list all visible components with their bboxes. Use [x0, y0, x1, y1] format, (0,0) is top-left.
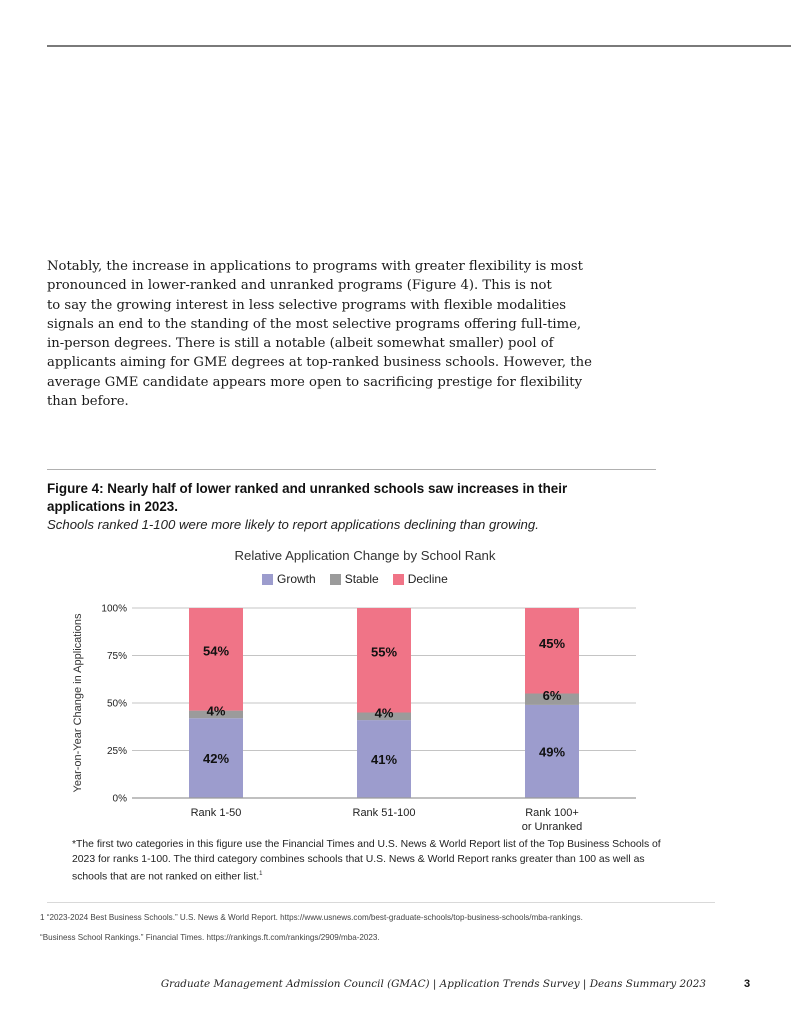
figure-title: Figure 4: Nearly half of lower ranked and unranked schools saw increases in their applications in 2023. [47, 481, 568, 514]
footnote-ft: “Business School Rankings.” Financial Times. https://rankings.ft.com/rankings/2909/mba-2023. [40, 933, 380, 942]
figure-note [72, 838, 662, 885]
legend-label-stable: Stable [344, 572, 379, 586]
x-tick-label: or Unranked [521, 821, 583, 833]
body-line: to say the growing interest in less selective programs with flexible modalities [47, 297, 567, 313]
figure-note-superscript: 1 [259, 871, 263, 877]
y-tick-label: 50% [106, 698, 127, 710]
y-tick-label: 100% [101, 603, 127, 615]
page-number: 3 [744, 978, 751, 990]
body-line: pronounced in lower-ranked and unranked programs (Figure 4). This is not [47, 278, 552, 294]
x-tick-label: Rank 100+ [525, 807, 579, 819]
bar-decline-3 [525, 608, 579, 694]
footnote-divider [47, 902, 715, 903]
bar-decline-2 [357, 608, 411, 713]
data-label-growth: 41% [370, 752, 398, 768]
body-line: than before. [47, 394, 129, 410]
data-label-decline: 45% [538, 635, 566, 651]
figure-subtitle: Schools ranked 1-100 were more likely to report applications declining than growing. [47, 517, 539, 532]
bar-decline-1 [189, 608, 243, 711]
y-tick-label: 25% [106, 746, 127, 757]
data-label-growth: 42% [202, 751, 230, 767]
y-axis-label: Year-on-Year Change in Applications [72, 613, 84, 793]
data-label-decline: 55% [370, 644, 398, 660]
data-label-stable: 4% [374, 705, 394, 721]
body-line: average GME candidate appears more open to sacrificing prestige for flexibility [47, 374, 583, 390]
x-tick-label: Rank 51-100 [352, 807, 416, 819]
body-line: Notably, the increase in applications to programs with greater flexibility is most [47, 259, 583, 274]
legend-label-growth: Growth [277, 572, 316, 586]
y-tick-label: 0% [112, 793, 127, 805]
data-label-stable: 6% [542, 688, 562, 704]
data-label-decline: 54% [202, 643, 230, 659]
body-line: applicants aiming for GME degrees at top-ranked business schools. However, the [47, 355, 592, 371]
data-label-growth: 49% [538, 744, 566, 760]
chart-title: Relative Application Change by School Rank [234, 548, 496, 563]
body-line: signals an end to the standing of the most selective programs offering full-time, [47, 316, 582, 332]
data-label-stable: 4% [206, 703, 226, 719]
y-tick-label: 75% [106, 651, 127, 662]
x-tick-label: Rank 1-50 [190, 807, 242, 819]
footnote-usnews: 1 “2023-2024 Best Business Schools.” U.S. News & World Report. https://www.usnews.com/best-graduate-schools/top-business-schools/mba-rankings. [40, 913, 583, 922]
figure-note-text: *The first two categories in this figure use the Financial Times and U.S. News & World Report list of the Top Business Schools of 2023 for ranks 1-100. The third category combines schools that U.S. News & World Report ranks greater than 100 as well as schools that are not ranked on either list. [72, 839, 661, 883]
legend-label-decline: Decline [407, 572, 448, 586]
body-line: in-person degrees. There is still a notable (albeit somewhat smaller) pool of [47, 336, 554, 352]
running-footer: Graduate Management Admission Council (GMAC) | Application Trends Survey | Deans Summary 2023 [160, 978, 706, 990]
